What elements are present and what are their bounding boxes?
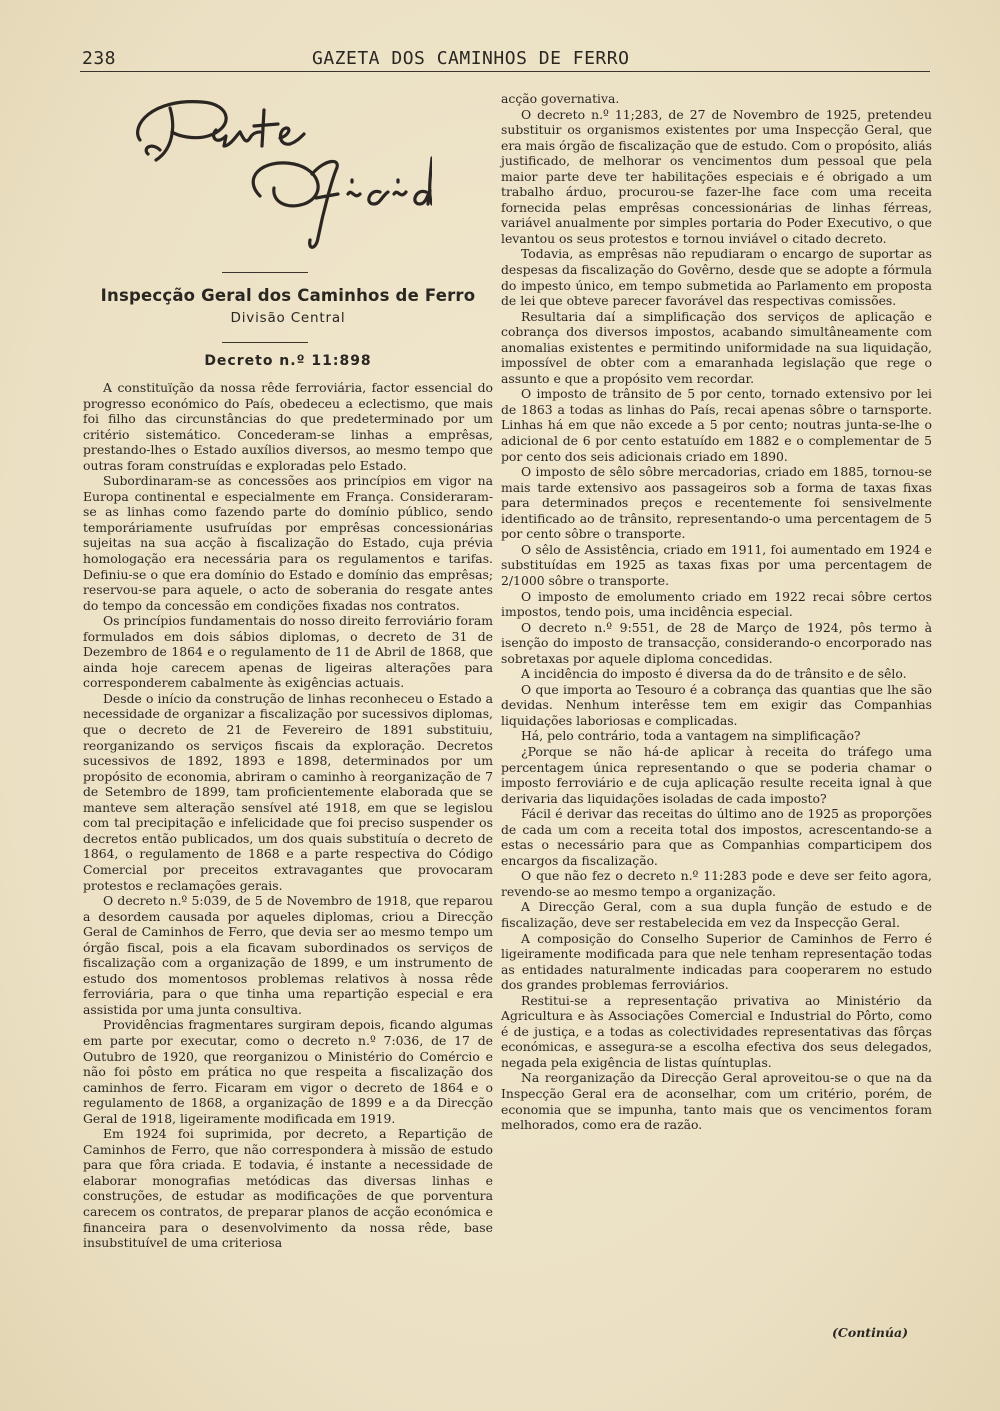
section-title-artwork <box>112 88 432 268</box>
decree-title: Decreto n.º 11:898 <box>204 353 372 369</box>
right-column <box>501 91 932 1133</box>
ornamental-rule <box>222 272 308 273</box>
paragraph: O imposto de trânsito de 5 por cento, tornado extensivo por lei de 1863 a todas as linhas do País, recai apenas sôbre o tarnsporte. Linhas há em que não excede a 5 por cento; noutras junta-se-lhe o adicional de 6 por cento estatuído em 1882 e o complementar de 5 por cento dos seis adicionais criado em 1890. <box>501 386 932 464</box>
header-rule <box>80 71 930 72</box>
paragraph: Todavia, as emprêsas não repudiaram o encargo de suportar as despesas da fiscalização do Govêrno, desde que se adopte a fórmula do impesto único, em tempo submetida ao Parlamento em proposta de lei que obteve parecer favorável das respectivas comissões. <box>501 246 932 309</box>
left-column <box>83 380 493 1251</box>
paragraph: O que importa ao Tesouro é a cobrança das quantias que lhe são devidas. Nenhum interêsse tem em exigir das Companhias liquidações laboriosas e complicadas. <box>501 681 932 728</box>
paragraph: ¿Porque se não há-de aplicar à receita do tráfego uma percentagem única representando o que se poderia chamar o imposto ferroviário e de cuja aplicação resulte receita ignal à que derivaria das liquidações isoladas de cada imposto? <box>501 743 932 806</box>
paragraph: Em 1924 foi suprimida, por decreto, a Repartição de Caminhos de Ferro, que não correspondera à missão de estudo para que fôra criada. E todavia, é instante a necessidade de elaborar monografias metódicas das diversas linhas e construções, de estudar as modificações de que porventura carecem os contratos, de preparar planos de acção económica e financeira para o desenvolvimento da nossa rêde, base insubstituível de uma criteriosa <box>83 1126 493 1251</box>
paragraph: A constituïção da nossa rêde ferroviária, factor essencial do progresso económico do País, obedeceu a eclectismo, que mais foi filho das circunstâncias do que predeterminado por um critério sistemático. Concederam-se linhas a emprêsas, prestando-lhes o Estado auxílios diversos, ao mesmo tempo que outras foram construídas e exploradas pelo Estado. <box>83 380 493 473</box>
paragraph: O imposto de emolumento criado em 1922 recai sôbre certos impostos, tendo pois, uma incidência especial. <box>501 588 932 620</box>
paragraph: Na reorganização da Direcção Geral aproveitou-se o que na da Inspecção Geral era de aconselhar, com um critério, porém, de economia que se impunha, tanto mais que os vencimentos foram melhorados, como era de razão. <box>501 1070 932 1133</box>
paragraph: O decreto n.º 11;283, de 27 de Novembro de 1925, pretendeu substituir os organismos existentes por uma Inspecção Geral, que era mais órgão de fiscalização que de estudo. Com o propósito, aliás justificado, de melhorar os vencimentos dum pessoal que pela maior parte deve ter habilitações especiais e é obrigado a um trabalho árduo, procurou-se fazer-lhe face com uma receita fornecida pelas emprêsas concessionárias de linhas férreas, variável anualmente por simples portaria do Poder Executivo, o que levantou os seus protestos e tornou inviável o citado decreto. <box>501 106 932 246</box>
paragraph: O que não fez o decreto n.º 11:283 pode e deve ser feito agora, revendo-se ao mesmo tempo a organização. <box>501 868 932 899</box>
paragraph: Resultaria daí a simplificação dos serviços de aplicação e cobrança dos diversos impostos, acabando simultâneamente com anomalias existentes e permitindo uniformidade na sua liquidação, impossível de obter com a emaranhada legislação que rege o assunto e que a propósito vem recordar. <box>501 308 932 386</box>
page-number: 238 <box>82 48 117 69</box>
article-heading: Inspecção Geral dos Caminhos de Ferro <box>100 286 476 305</box>
paragraph: A incidência do imposto é diversa da do de trânsito e de sêlo. <box>521 666 907 682</box>
paragraph: Subordinaram-se as concessões aos princípios em vigor na Europa continental e especialmente em França. Consideraram-se as linhas como fazendo parte do domínio público, sendo temporáriamente usufruídas por emprêsas concessionárias sujeitas na sua acção à fiscalização do Estado, cuja prévia homologação era necessária para os regulamentos e tarifas. Definiu-se o que era domínio do Estado e domínio das emprêsas; reservou-se para aquele, o acto de soberania do resgate antes do tempo da concessão em condições fixadas nos contratos. <box>83 473 493 613</box>
continued-note: (Continúa) <box>832 1325 909 1340</box>
paragraph: O sêlo de Assistência, criado em 1911, foi aumentado em 1924 e substituídas em 1925 as taxas fixas por uma percentagem de 2/1000 sôbre o transporte. <box>501 541 932 588</box>
paragraph: A composição do Conselho Superior de Caminhos de Ferro é ligeiramente modificada para que nele tenham representação todas as entidades naturalmente indicadas para cooperarem no estudo dos grandes problemas ferroviários. <box>501 930 932 993</box>
paragraph: Os princípios fundamentais do nosso direito ferroviário foram formulados em dois sábios diplomas, o decreto de 31 de Dezembro de 1864 e o regulamento de 11 de Abril de 1868, que ainda hoje carecem apenas de ligeiras alterações para corresponderem cabalmente às exigências actuais. <box>83 613 493 691</box>
paragraph: Desde o início da construção de linhas reconheceu o Estado a necessidade de organizar a fiscalização por sucessivos diplomas, que o decreto de 21 de Fevereiro de 1891 substituiu, reorganizando os serviços fiscais da exploração. Decretos sucessivos de 1892, 1893 e 1898, determinados por um propósito de economia, abriram o caminho à reorganização de 7 de Setembro de 1899, tam proficientemente elaborada que se manteve sem alteração sensível até 1918, em que se legislou com tal precipitação e infelicidade que foi preciso suspender os decretos então publicados, um dos quais substituía o decreto de 1864, o regulamento de 1868 e a parte respectiva do Código Comercial por preceitos extravagantes que provocaram protestos e reclamações gerais. <box>83 690 493 893</box>
paragraph: Há, pelo contrário, toda a vantagem na simplificação? <box>521 728 861 744</box>
paragraph: acção governativa. <box>501 91 620 106</box>
paragraph: Providências fragmentares surgiram depois, ficando algumas em parte por executar, como o decreto n.º 7:036, de 17 de Outubro de 1920, que reorganizou o Ministério do Comércio e não foi pôsto em prática no que respeita a fiscalização dos caminhos de ferro. Ficaram em vigor o decreto de 1864 e o regulamento de 1868, a organização de 1899 e a da Direcção Geral de 1918, ligeiramente modificada em 1919. <box>83 1017 493 1126</box>
journal-title: GAZETA DOS CAMINHOS DE FERRO <box>312 48 630 69</box>
paragraph: O decreto n.º 9:551, de 28 de Março de 1924, pôs termo à isenção do imposto de transacção, considerando-o encorporado nas sobretaxas por aquele diploma concedidas. <box>501 619 932 666</box>
paragraph: Fácil é derivar das receitas do último ano de 1925 as proporções de cada um com a receita total dos impostos, acrescentando-se a estas o necessário para que as Companhias comparticipem dos encargos da fiscalização. <box>501 806 932 868</box>
section-title-calligraphy <box>112 88 432 268</box>
paragraph: O imposto de sêlo sôbre mercadorias, criado em 1885, tornou-se mais tarde extensivo aos passageiros sob a forma de taxas fixas para determinados preços e recentemente foi sensivelmente identificado ao de trânsito, representando-o uma percentagem de 5 por cento sôbre o transporte. <box>501 464 932 542</box>
paragraph: A Direcção Geral, com a sua dupla função de estudo e de fiscalização, deve ser restabelecida em vez da Inspecção Geral. <box>501 899 932 930</box>
heading-rule <box>222 342 308 343</box>
running-header <box>80 44 930 72</box>
paragraph: Restitui-se a representação privativa ao Ministério da Agricultura e às Associações Comercial e Industrial do Pôrto, como é de justiça, e a todas as colectividades representativas das fôrças económicas, e assegura-se a escolha efectiva dos seus delegados, negada pela exigência de listas quíntuplas. <box>501 992 932 1070</box>
article-subheading: Divisão Central <box>230 310 346 326</box>
paragraph: O decreto n.º 5:039, de 5 de Novembro de 1918, que reparou a desordem causada por aqueles diplomas, criou a Direcção Geral de Caminhos de Ferro, que devia ser ao mesmo tempo um órgão fiscal, pois a ela ficavam subordinados os serviços de fiscalização com a organização de 1899, e um instrumento de estudo dos momentosos problemas relativos à nossa rêde ferroviária, para o que tinha uma repartição especial e era assistida por uma junta consultiva. <box>83 893 493 1017</box>
